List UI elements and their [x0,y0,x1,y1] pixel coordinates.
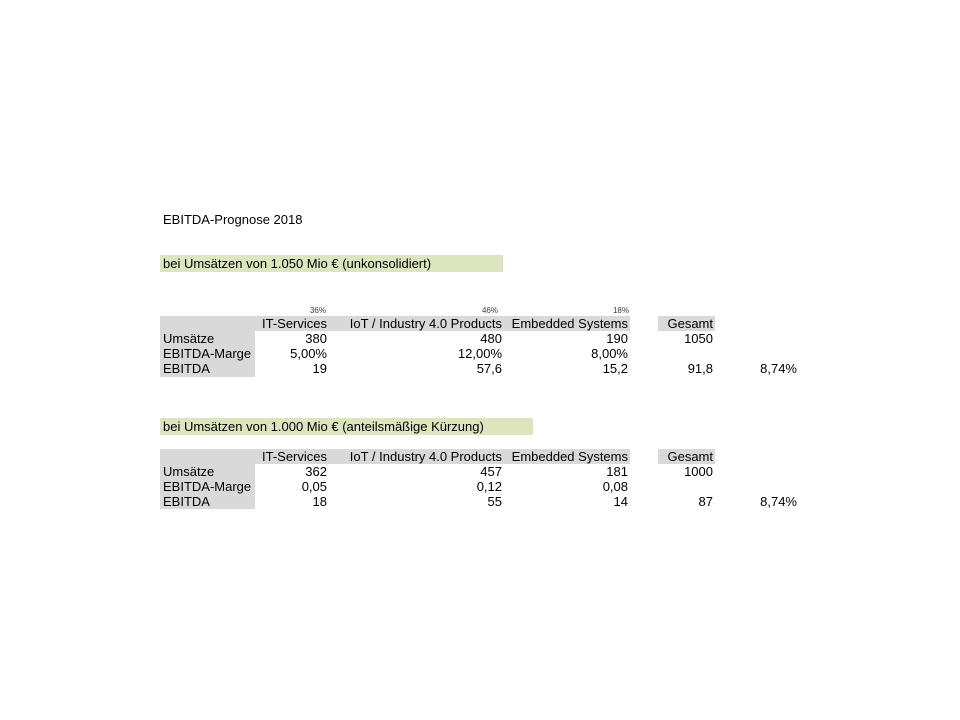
column-header-embedded: Embedded Systems [511,316,628,331]
row-label: EBITDA [163,494,210,509]
share-label-iot: 46% [481,306,498,315]
row-label: EBITDA [163,361,210,376]
table-cell: 18 [312,494,327,509]
column-header-gesamt: Gesamt [667,449,713,464]
column-header-it-services: IT-Services [261,316,327,331]
scenario1-table [160,305,800,377]
table-cell: 55 [487,494,502,509]
table-cell: 190 [606,331,628,346]
table-cell: 380 [305,331,327,346]
row-label: Umsätze [163,464,215,479]
row-label: Umsätze [163,331,215,346]
column-header-iot: IoT / Industry 4.0 Products [349,449,502,464]
table-cell: 14 [613,494,628,509]
scenario2-table [160,449,800,509]
table-cell: 19 [312,361,327,376]
table-cell: 1000 [684,464,713,479]
table-cell: 457 [480,464,502,479]
table-cell: 0,12 [476,479,502,494]
table-cell: 12,00% [457,346,502,361]
consolidated-margin: 8,74% [760,494,797,509]
table-cell: 362 [305,464,327,479]
row-label: EBITDA-Marge [163,346,252,361]
table-cell: 5,00% [290,346,327,361]
share-label-embedded: 18% [612,306,629,315]
table-cell: 0,05 [301,479,327,494]
consolidated-margin: 8,74% [760,361,797,376]
column-header-embedded: Embedded Systems [511,449,628,464]
page-title: EBITDA-Prognose 2018 [163,212,303,227]
table-cell: 87 [698,494,713,509]
scenario2-heading: bei Umsätzen von 1.000 Mio € (anteilsmäßige Kürzung) [160,418,533,435]
table-cell: 1050 [684,331,713,346]
column-header-gesamt: Gesamt [667,316,713,331]
share-label-it-services: 36% [309,306,326,315]
table-cell: 15,2 [602,361,628,376]
row-label: EBITDA-Marge [163,479,252,494]
column-header-it-services: IT-Services [261,449,327,464]
table-cell: 8,00% [591,346,628,361]
scenario1-heading: bei Umsätzen von 1.050 Mio € (unkonsolidiert) [160,255,503,272]
table-cell: 0,08 [602,479,628,494]
table-cell: 57,6 [476,361,502,376]
column-header-iot: IoT / Industry 4.0 Products [349,316,502,331]
table-cell: 480 [480,331,502,346]
table-cell: 181 [606,464,628,479]
table-cell: 91,8 [687,361,713,376]
